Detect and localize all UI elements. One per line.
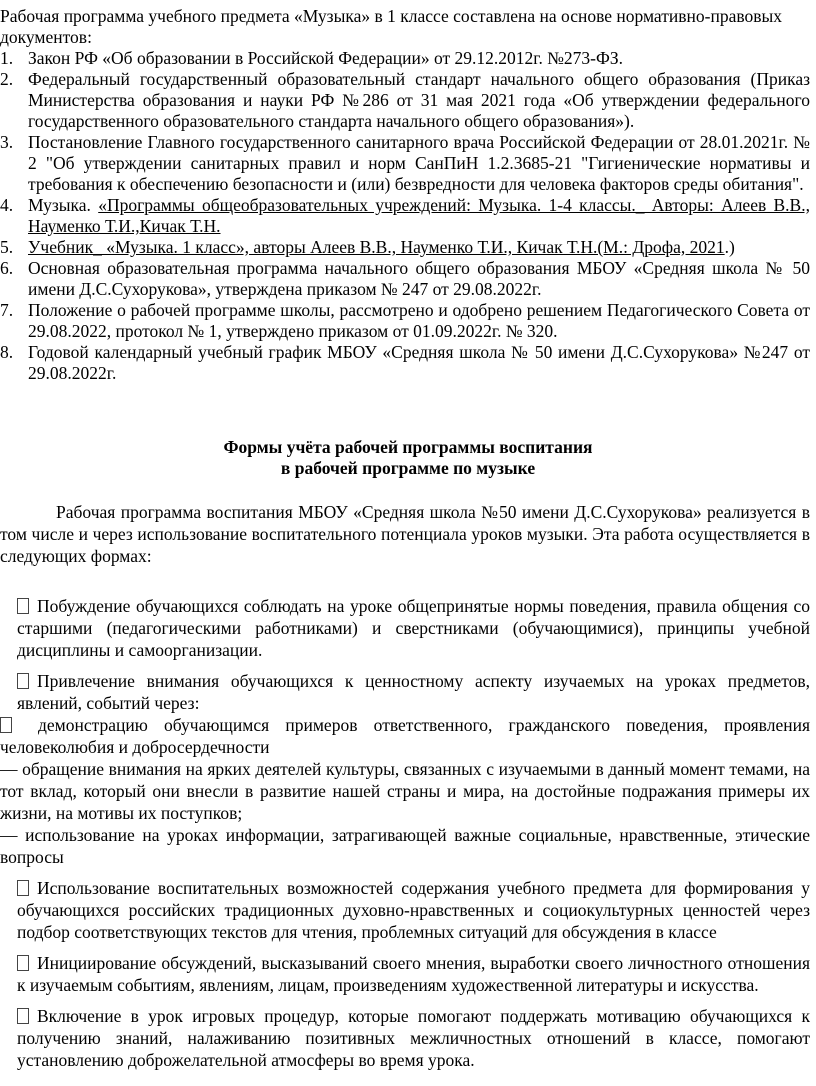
checkbox-bullet-icon [0,717,12,733]
list-item-text: Постановление Главного государственного санитарного врача Российской Федерации от 28.01.2021г. № 2 "Об утверждении санитарных правил и норм СанПиН 1.2.3685-21 "Гигиенические нормативы и требования к обеспечению безопасности и (или) безвредности для человека факторов среды обитания". [28,132,810,194]
list-item [0,258,810,300]
program-link[interactable]: «Программы общеобразовательных учреждений: Музыка. 1-4 классы._ Авторы: Алеев В.В., Науменко Т.И.,Кичак Т.Н. [28,195,810,236]
list-item-number: 8. [0,342,14,362]
bullet-paragraph [0,595,810,661]
list-item-number: 7. [0,300,14,320]
dash-paragraph: — использование на уроках информации, затрагивающей важные социальные, нравственные, этические вопросы [0,825,810,867]
bullet-paragraph [0,1005,810,1071]
bullet-paragraph [0,877,810,943]
checkbox-bullet-icon [17,955,29,971]
list-item-number: 6. [0,258,14,278]
list-item-number: 3. [0,132,14,152]
heading-line-1: Формы учёта рабочей программы воспитания [223,437,593,457]
list-item [0,342,810,384]
list-item-number: 1. [0,48,14,68]
bullet-paragraph [0,952,810,996]
list-item-text: Федеральный государственный образовательный стандарт начального общего образования (Приказ Министерства образования и науки РФ №286 от 31 мая 2021 года «Об утверждении федерального государственного образовательного стандарта начального общего образования»). [28,69,810,131]
list-item-text: .) [724,237,735,257]
intro-paragraph: Рабочая программа учебного предмета «Музыка» в 1 классе составлена на основе нормативно-правовых документов: [0,6,783,47]
list-item-number: 4. [0,195,14,215]
bullet-text: Побуждение обучающихся соблюдать на уроке общепринятые нормы поведения, правила общения со старшими (педагогическими работниками) и сверстниками (обучающимися), принципы учебной дисциплины и самоорганизации. [17,596,810,660]
checkbox-bullet-icon [17,598,29,614]
list-item-text: Основная образовательная программа начального общего образования МБОУ «Средняя школа № 50 имени Д.С.Сухорукова», утверждена приказом № 247 от 29.08.2022г. [28,258,810,299]
list-item-number: 5. [0,237,14,257]
list-item-number: 2. [0,69,14,89]
checkbox-bullet-icon [17,673,29,689]
list-item-text: Положение о рабочей программе школы, рассмотрено и одобрено решением Педагогического Совета от 29.08.2022, протокол № 1, утверждено приказом от 01.09.2022г. № 320. [28,300,810,341]
dash-paragraph: — обращение внимания на ярких деятелей культуры, связанных с изучаемыми в данный момент темами, на тот вклад, который они внесли в развитие нашей страны и мира, на достойные подражания примеры их жизни, на мотивы их поступков; [0,759,810,823]
textbook-link[interactable]: Учебник_ «Музыка. 1 класс», авторы Алеев В.В., Науменко Т.И., Кичак Т.Н.(М.: Дрофа, 2021 [28,237,725,257]
bullet-text: Привлечение внимания обучающихся к ценностному аспекту изучаемых на уроках предметов, явлений, событий через: [17,671,810,713]
section-heading [0,437,816,479]
bullet-text: Инициирование обсуждений, высказываний своего мнения, выработки своего личностного отношения к изучаемым событиям, явлениям, лицам, произведениям художественной литературы и искусства. [17,953,810,995]
list-item [0,195,810,237]
list-item [0,132,810,195]
sub-bullet-paragraph [0,714,810,758]
list-item-text: Годовой календарный учебный график МБОУ «Средняя школа № 50 имени Д.С.Сухорукова» №247 от 29.08.2022г. [28,342,810,383]
list-item [0,48,810,69]
list-item-text: Музыка. [28,195,99,215]
list-item [0,69,810,132]
bullet-text: Использование воспитательных возможностей содержания учебного предмета для формирования у обучающихся российских традиционных духовно-нравственных и социокультурных ценностей через подбор соответствующих текстов для чтения, проблемных ситуаций для обсуждения в классе [17,878,810,942]
lead-paragraph: Рабочая программа воспитания МБОУ «Средняя школа №50 имени Д.С.Сухорукова» реализуется в том числе и через использование воспитательного потенциала уроков музыки. Эта работа осуществляется в следующих формах: [0,502,810,566]
list-item [0,237,810,258]
list-item-text: Закон РФ «Об образовании в Российской Федерации» от 29.12.2012г. №273-ФЗ. [28,48,623,68]
bullet-paragraph [0,670,810,714]
bullet-text: демонстрацию обучающимся примеров ответственного, гражданского поведения, проявления человеколюбия и добросердечности [0,715,810,757]
checkbox-bullet-icon [17,1008,29,1024]
list-item [0,300,810,342]
heading-line-2: в рабочей программе по музыке [280,458,536,478]
documents-list [0,48,816,384]
checkbox-bullet-icon [17,880,29,896]
bullet-text: Включение в урок игровых процедур, которые помогают поддержать мотивацию обучающихся к получению знаний, налаживанию позитивных межличностных отношений в классе, помогают установлению доброжелательной атмосферы во время урока. [17,1006,810,1070]
